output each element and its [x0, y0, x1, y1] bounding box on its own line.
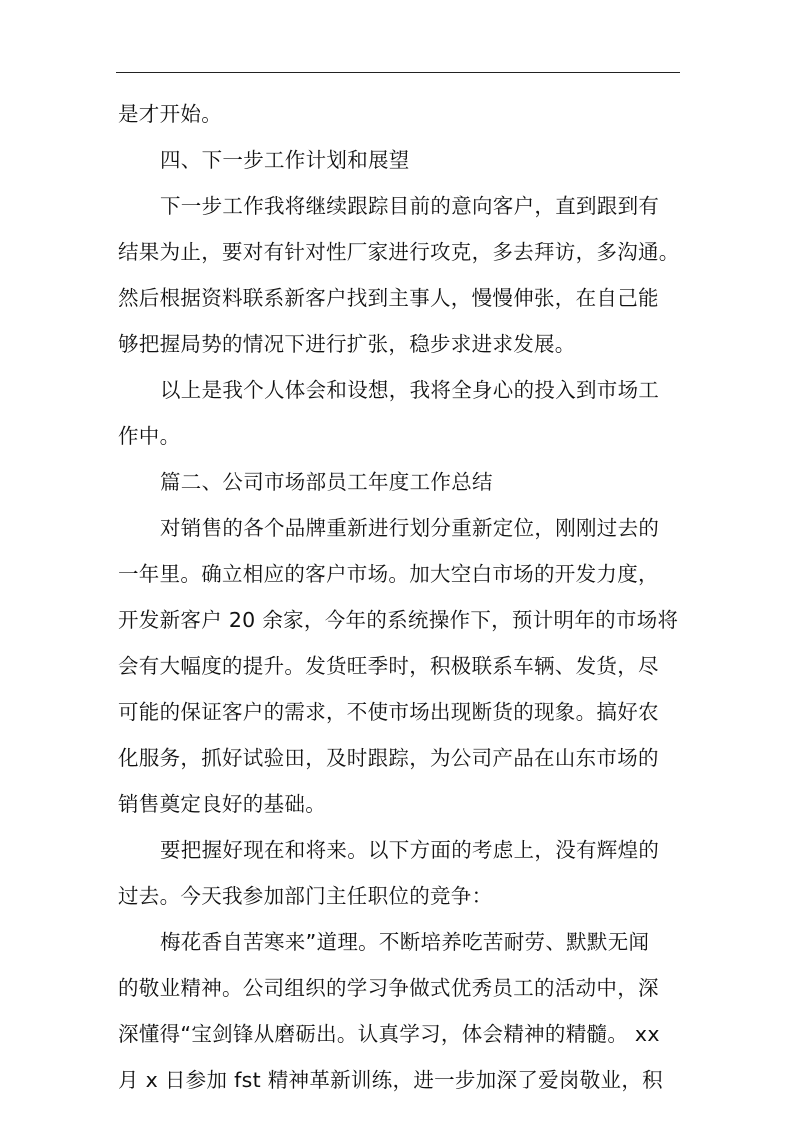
text-line: 深懂得“宝剑锋从磨砺出。认真学习，体会精神的精髓。 xx [118, 1022, 660, 1046]
text-line: 结果为止，要对有针对性厂家进行攻克，多去拜访，多沟通。 [118, 240, 680, 264]
text-line: 够把握局势的情况下进行扩张，稳步求进求发展。 [118, 332, 576, 356]
text-line: 开发新客户 20 余家，今年的系统操作下，预计明年的市场将 [118, 608, 679, 632]
text-line: 化服务，抓好试验田，及时跟踪，为公司产品在山东市场的 [118, 746, 659, 770]
text-line: 是才开始。 [118, 102, 222, 126]
text-line: 对销售的各个品牌重新进行划分重新定位，刚刚过去的 [160, 516, 660, 540]
text-line: 月 x 日参加 fst 精神革新训练，进一步加深了爱岗敬业，积 [118, 1068, 663, 1092]
text-line: 的敬业精神。公司组织的学习争做式优秀员工的活动中，深 [118, 976, 659, 1000]
text-line: 会有大幅度的提升。发货旺季时，积极联系车辆、发货，尽 [118, 654, 659, 678]
section-heading: 四、下一步工作计划和展望 [160, 148, 410, 172]
text-line: 要把握好现在和将来。以下方面的考虑上，没有辉煌的 [160, 838, 660, 862]
header-rule [116, 72, 680, 73]
text-line: 然后根据资料联系新客户找到主事人，慢慢伸张，在自己能 [118, 286, 659, 310]
text-line: 作中。 [118, 424, 181, 448]
document-body [118, 91, 680, 1103]
text-line: 以上是我个人体会和设想，我将全身心的投入到市场工 [160, 378, 660, 402]
text-line: 梅花香自苦寒来”道理。不断培养吃苦耐劳、默默无闻 [160, 930, 650, 954]
text-line: 过去。今天我参加部门主任职位的竞争： [118, 884, 493, 908]
text-line: 可能的保证客户的需求，不使市场出现断货的现象。搞好农 [118, 700, 659, 724]
text-line: 一年里。确立相应的客户市场。加大空白市场的开发力度， [118, 562, 659, 586]
text-line: 销售奠定良好的基础。 [118, 792, 326, 816]
text-line: 下一步工作我将继续跟踪目前的意向客户，直到跟到有 [160, 194, 660, 218]
section-heading: 篇二、公司市场部员工年度工作总结 [160, 470, 493, 494]
